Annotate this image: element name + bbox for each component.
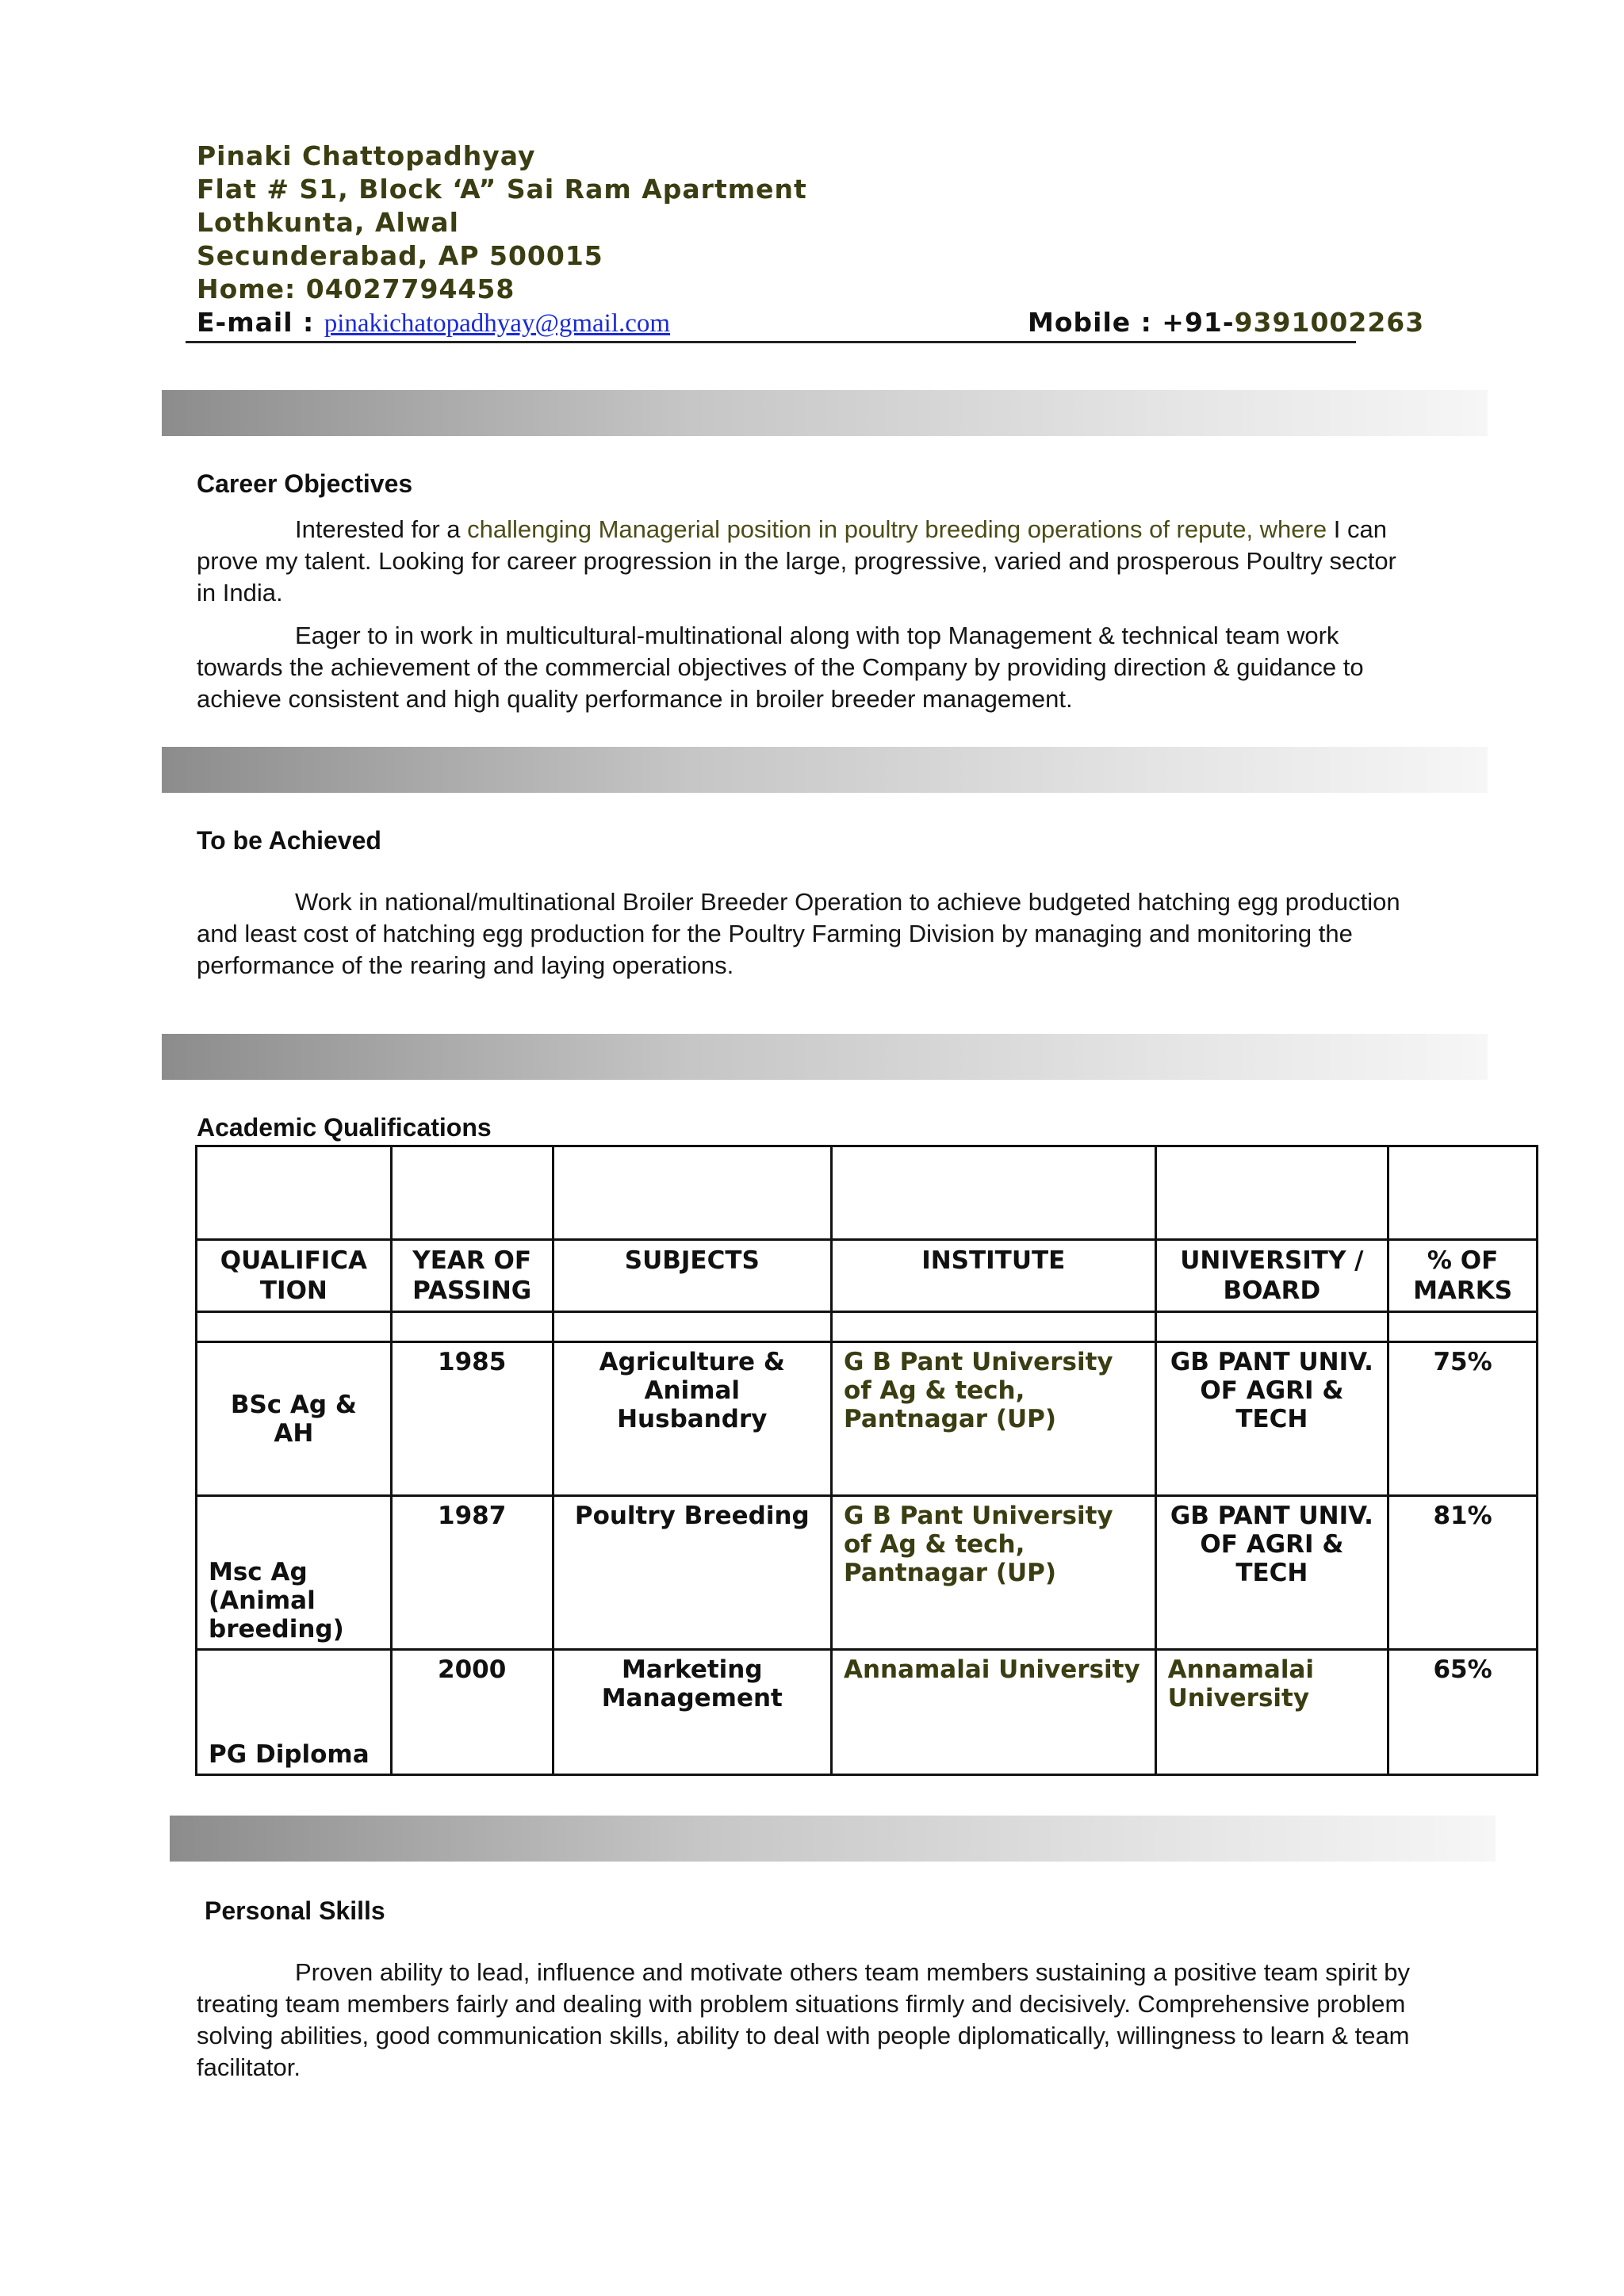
marks-cell: 65%: [1388, 1650, 1538, 1775]
year-cell: 2000: [391, 1650, 553, 1775]
university-cell: Annamalai University: [1155, 1650, 1388, 1775]
column-header: QUALIFICA TION: [197, 1240, 392, 1312]
mobile-phone: [1028, 306, 1424, 339]
career-objectives-title: Career Objectives: [197, 469, 413, 498]
candidate-name: Pinaki Chattopadhyay: [197, 140, 536, 171]
address-line-3: Secunderabad, AP 500015: [197, 240, 603, 271]
home-phone: Home: 04027794458: [197, 274, 515, 304]
column-header: INSTITUTE: [831, 1240, 1155, 1312]
mobile-number: 9391002263: [1234, 307, 1425, 338]
table-row: [197, 1650, 1538, 1775]
column-header: UNIVERSITY / BOARD: [1155, 1240, 1388, 1312]
header-rule: [186, 341, 1356, 343]
year-cell: 1985: [391, 1342, 553, 1496]
table-row: [197, 1342, 1538, 1496]
contact-header: [197, 140, 1425, 339]
contact-row: [197, 306, 1425, 339]
column-header: % OF MARKS: [1388, 1240, 1538, 1312]
institute-cell: G B Pant University of Ag & tech, Pantnagar (UP): [831, 1342, 1155, 1496]
marks-cell: 75%: [1388, 1342, 1538, 1496]
institute-cell: G B Pant University of Ag & tech, Pantnagar (UP): [831, 1496, 1155, 1650]
institute-cell: Annamalai University: [831, 1650, 1155, 1775]
email-label: E-mail :: [197, 307, 324, 338]
address-line-1: Flat # S1, Block ‘A” Sai Ram Apartment: [197, 174, 807, 205]
email-link[interactable]: pinakichatopadhyay@gmail.com: [324, 309, 671, 338]
year-cell: 1987: [391, 1496, 553, 1650]
to-be-achieved-title: To be Achieved: [197, 826, 381, 855]
academic-qualifications-title: Academic Qualifications: [197, 1113, 492, 1142]
subjects-cell: Agriculture & Animal Husbandry: [553, 1342, 831, 1496]
subjects-cell: Marketing Management: [553, 1650, 831, 1775]
qualification-cell: BSc Ag & AH: [197, 1342, 392, 1496]
table-header-row: [197, 1240, 1538, 1312]
to-be-achieved-paragraph: Work in national/multinational Broiler Breeder Operation to achieve budgeted hatching egg production and least cost of hatching egg production for the Poultry Farming Division by managing and monitoring the performance of the rearing and laying operations.: [197, 888, 1400, 979]
subjects-cell: Poultry Breeding: [553, 1496, 831, 1650]
column-header: SUBJECTS: [553, 1240, 831, 1312]
qualifications-table: [195, 1145, 1538, 1776]
address-line-2: Lothkunta, Alwal: [197, 207, 459, 238]
mobile-label: Mobile : +91-: [1028, 307, 1235, 338]
university-cell: GB PANT UNIV. OF AGRI & TECH: [1155, 1496, 1388, 1650]
personal-skills-paragraph: Proven ability to lead, influence and motivate others team members sustaining a positive team spirit by treating team members fairly and dealing with problem situations firmly and decisively. Comprehensive problem solving abilities, good communication skills, ability to deal with people diplomatically, willingness to learn & team facilitator.: [197, 1958, 1411, 2081]
qualification-cell: PG Diploma: [197, 1650, 392, 1775]
university-cell: GB PANT UNIV. OF AGRI & TECH: [1155, 1342, 1388, 1496]
table-spacer-row: [197, 1312, 1538, 1342]
table-spacer-row: [197, 1146, 1538, 1240]
column-header: YEAR OF PASSING: [391, 1240, 553, 1312]
career-objectives-paragraph-2: Eager to in work in multicultural-multinational along with top Management & technical team work towards the achievement of the commercial objectives of the Company by providing direction & guidance to achieve consistent and high quality performance in broiler breeder management.: [197, 622, 1364, 713]
qualification-cell: Msc Ag (Animal breeding): [197, 1496, 392, 1650]
marks-cell: 81%: [1388, 1496, 1538, 1650]
personal-skills-title: Personal Skills: [205, 1896, 385, 1925]
table-row: [197, 1496, 1538, 1650]
section-band: [170, 1816, 1496, 1862]
career-p1-part-c: I can prove my talent. Looking for career progression in the large, progressive, varied and prosperous Poultry sector in India.: [197, 515, 1396, 607]
section-band: [162, 747, 1488, 793]
section-band: [162, 1034, 1488, 1080]
section-band: [162, 390, 1488, 436]
career-p1-part-a: Interested for a: [295, 515, 468, 543]
career-p1-highlight: challenging Managerial position in poultry breeding operations of repute, where: [467, 515, 1327, 543]
career-objectives-paragraph-1: [197, 514, 1418, 609]
